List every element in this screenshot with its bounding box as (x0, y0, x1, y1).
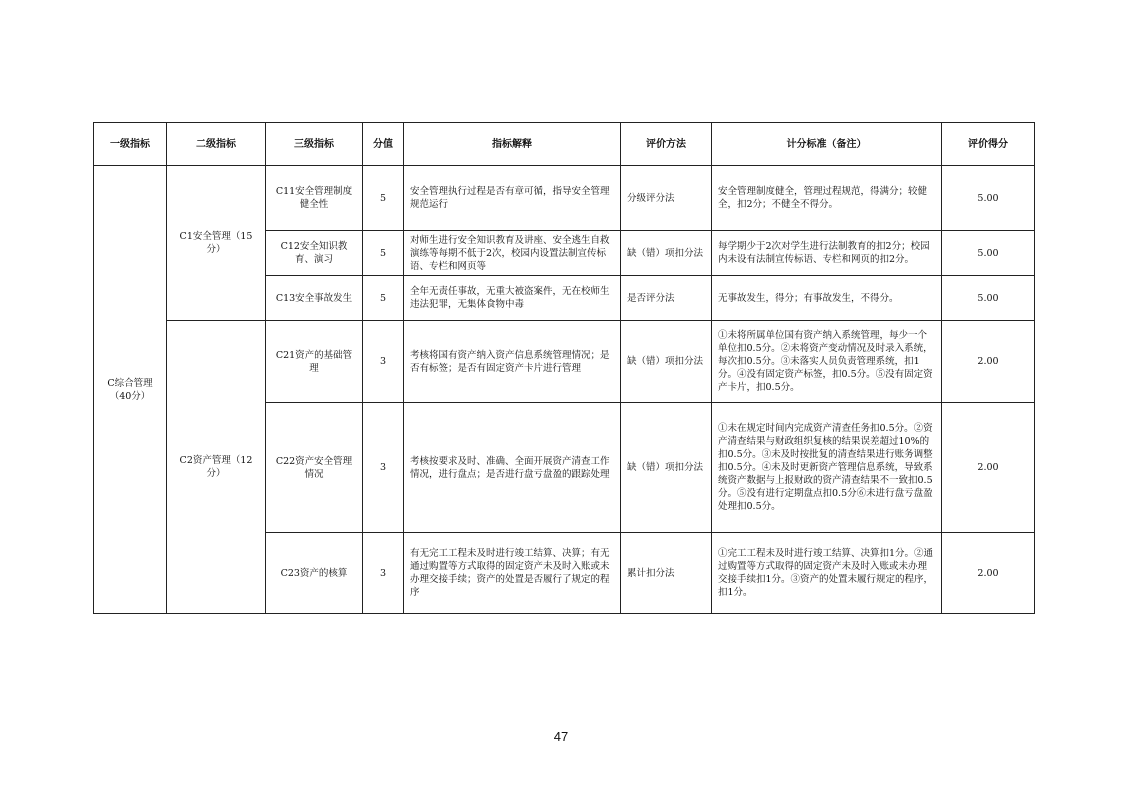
method-cell: 缺（错）项扣分法 (621, 231, 712, 276)
header-method: 评价方法 (621, 123, 712, 166)
level2-cell: C2资产管理（12分） (167, 321, 266, 614)
explanation-cell: 考核按要求及时、准确、全面开展资产清查工作情况，进行盘点；是否进行盘亏盘盈的跟踪处理 (404, 403, 621, 533)
standard-cell: 每学期少于2次对学生进行法制教育的扣2分；校园内未设有法制宣传标语、专栏和网页的扣2分。 (712, 231, 942, 276)
method-cell: 是否评分法 (621, 276, 712, 321)
level3-cell: C12安全知识教育、演习 (266, 231, 363, 276)
header-level1: 一级指标 (94, 123, 167, 166)
level3-cell: C21资产的基础管理 (266, 321, 363, 403)
page-number: 47 (553, 729, 569, 744)
level3-cell: C13安全事故发生 (266, 276, 363, 321)
result-cell: 2.00 (942, 533, 1035, 614)
score-cell: 3 (363, 403, 404, 533)
result-cell: 2.00 (942, 321, 1035, 403)
evaluation-table (93, 122, 1035, 614)
score-cell: 3 (363, 533, 404, 614)
level2-cell: C1安全管理（15分） (167, 166, 266, 321)
method-cell: 累计扣分法 (621, 533, 712, 614)
header-score: 分值 (363, 123, 404, 166)
explanation-cell: 全年无责任事故，无重大被盗案件，无在校师生违法犯罪，无集体食物中毒 (404, 276, 621, 321)
method-cell: 分级评分法 (621, 166, 712, 231)
header-row (94, 123, 1035, 166)
result-cell: 5.00 (942, 231, 1035, 276)
header-explanation: 指标解释 (404, 123, 621, 166)
score-cell: 5 (363, 166, 404, 231)
level1-cell: C综合管理（40分） (94, 166, 167, 614)
standard-cell: ①未将所属单位国有资产纳入系统管理，每少一个单位扣0.5分。②未将资产变动情况及时录入系统，每次扣0.5分。③未落实人员负责管理系统，扣1分。④没有固定资产标签，扣0.5分。⑤没有固定资产卡片，扣0.5分。 (712, 321, 942, 403)
score-cell: 5 (363, 276, 404, 321)
standard-cell: ①完工工程未及时进行竣工结算、决算扣1分。②通过购置等方式取得的固定资产未及时入账或未办理交接手续扣1分。③资产的处置未履行规定的程序，扣1分。 (712, 533, 942, 614)
header-level2: 二级指标 (167, 123, 266, 166)
method-cell: 缺（错）项扣分法 (621, 321, 712, 403)
standard-cell: ①未在规定时间内完成资产清查任务扣0.5分。②资产清查结果与财政组织复核的结果误差超过10%的扣0.5分。③未及时按批复的清查结果进行账务调整扣0.5分。④未及时更新资产管理信息系统，导致系统资产数据与上报财政的资产清查结果不一致扣0.5分。⑤没有进行定期盘点扣0.5分⑥未进行盘亏盘盈处理扣0.5分。 (712, 403, 942, 533)
explanation-cell: 安全管理执行过程是否有章可循，指导安全管理规范运行 (404, 166, 621, 231)
result-cell: 2.00 (942, 403, 1035, 533)
header-result: 评价得分 (942, 123, 1035, 166)
result-cell: 5.00 (942, 276, 1035, 321)
level3-cell: C22资产安全管理情况 (266, 403, 363, 533)
explanation-cell: 有无完工工程未及时进行竣工结算、决算；有无通过购置等方式取得的固定资产未及时入账或未办理交接手续；资产的处置是否履行了规定的程序 (404, 533, 621, 614)
header-standard: 计分标准（备注） (712, 123, 942, 166)
standard-cell: 安全管理制度健全，管理过程规范，得满分；较健全，扣2分；不健全不得分。 (712, 166, 942, 231)
explanation-cell: 对师生进行安全知识教育及讲座、安全逃生自救演练等每期不低于2次，校园内设置法制宣传标语、专栏和网页等 (404, 231, 621, 276)
header-level3: 三级指标 (266, 123, 363, 166)
standard-cell: 无事故发生，得分；有事故发生，不得分。 (712, 276, 942, 321)
score-cell: 3 (363, 321, 404, 403)
method-cell: 缺（错）项扣分法 (621, 403, 712, 533)
explanation-cell: 考核将国有资产纳入资产信息系统管理情况；是否有标签；是否有固定资产卡片进行管理 (404, 321, 621, 403)
table-row (94, 166, 1035, 231)
result-cell: 5.00 (942, 166, 1035, 231)
score-cell: 5 (363, 231, 404, 276)
table-row (94, 321, 1035, 403)
level3-cell: C11安全管理制度健全性 (266, 166, 363, 231)
level3-cell: C23资产的核算 (266, 533, 363, 614)
